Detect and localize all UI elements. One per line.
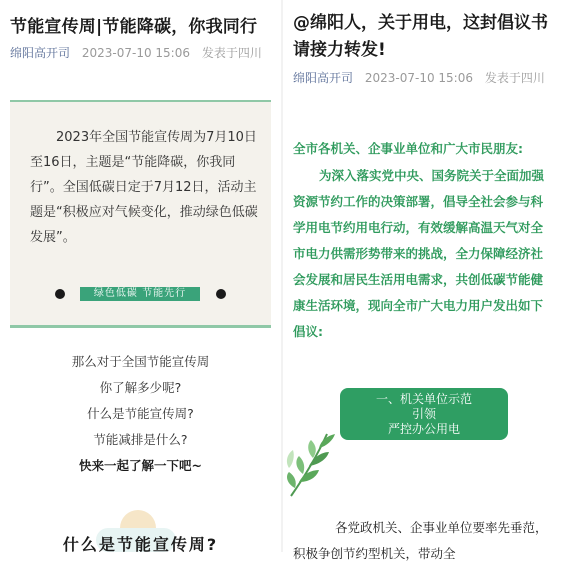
section-banner-line: 一、机关单位示范 (375, 392, 472, 406)
bullet-dot-right (216, 289, 226, 299)
left-article (0, 0, 281, 552)
article-title[interactable]: @绵阳人，关于用电，这封倡议书请接力转发! (293, 13, 548, 60)
question-line: 什么是节能宣传周? (87, 406, 194, 421)
publish-date: 2023-07-10 15:06 (364, 71, 473, 85)
question-line: 那么对于全国节能宣传周 (71, 354, 210, 369)
salutation: 全市各机关、企事业单位和广大市民朋友: (293, 141, 523, 156)
card-top-border (10, 100, 271, 102)
section-banner-line: 严控办公用电 (387, 422, 460, 436)
author-link[interactable]: 绵阳高开司 (293, 71, 354, 85)
author-link[interactable]: 绵阳高开司 (10, 46, 71, 60)
section-heading: 什么是节能宣传周? (62, 535, 219, 554)
slogan-tag: 绿色低碳 节能先行 (80, 287, 200, 301)
section-banner (340, 388, 508, 440)
article-meta (293, 69, 545, 86)
publish-location: 发表于四川 (484, 71, 545, 85)
call-to-action: 快来一起了解一下吧~ (79, 458, 202, 473)
question-line: 你了解多少呢? (99, 380, 182, 395)
question-line: 节能减排是什么? (93, 432, 188, 447)
publish-location: 发表于四川 (201, 46, 262, 60)
intro-paragraph: 2023年全国节能宣传周为7月10日至16日，主题是“节能降碳，你我同行”。全国低碳日定于7月12日，活动主题是“积极应对气候变化，推动绿色低碳发展”。 (30, 130, 258, 245)
card-bottom-border (10, 325, 271, 328)
article-meta (10, 44, 262, 61)
article-title[interactable]: 节能宣传周|节能降碳，你我同行 (10, 17, 258, 37)
body-paragraph: 各党政机关、企事业单位要率先垂范，积极争创节约型机关，带动全 (293, 520, 548, 561)
bullet-dot-left (55, 289, 65, 299)
proposal-paragraph: 为深入落实党中央、国务院关于全面加强资源节约工作的决策部署，倡导全社会参与科学用电节约用电行动，有效缓解高温天气对全市电力供需形势带来的挑战，全力保障经济社会发展和居民生活用电需求，共创低碳节能健康生活环境，现向全市广大电力用户发出如下倡议: (293, 168, 545, 339)
publish-date: 2023-07-10 15:06 (81, 46, 190, 60)
leaf-icon (283, 428, 347, 500)
section-banner-line: 引领 (411, 407, 436, 421)
right-article (283, 0, 569, 561)
